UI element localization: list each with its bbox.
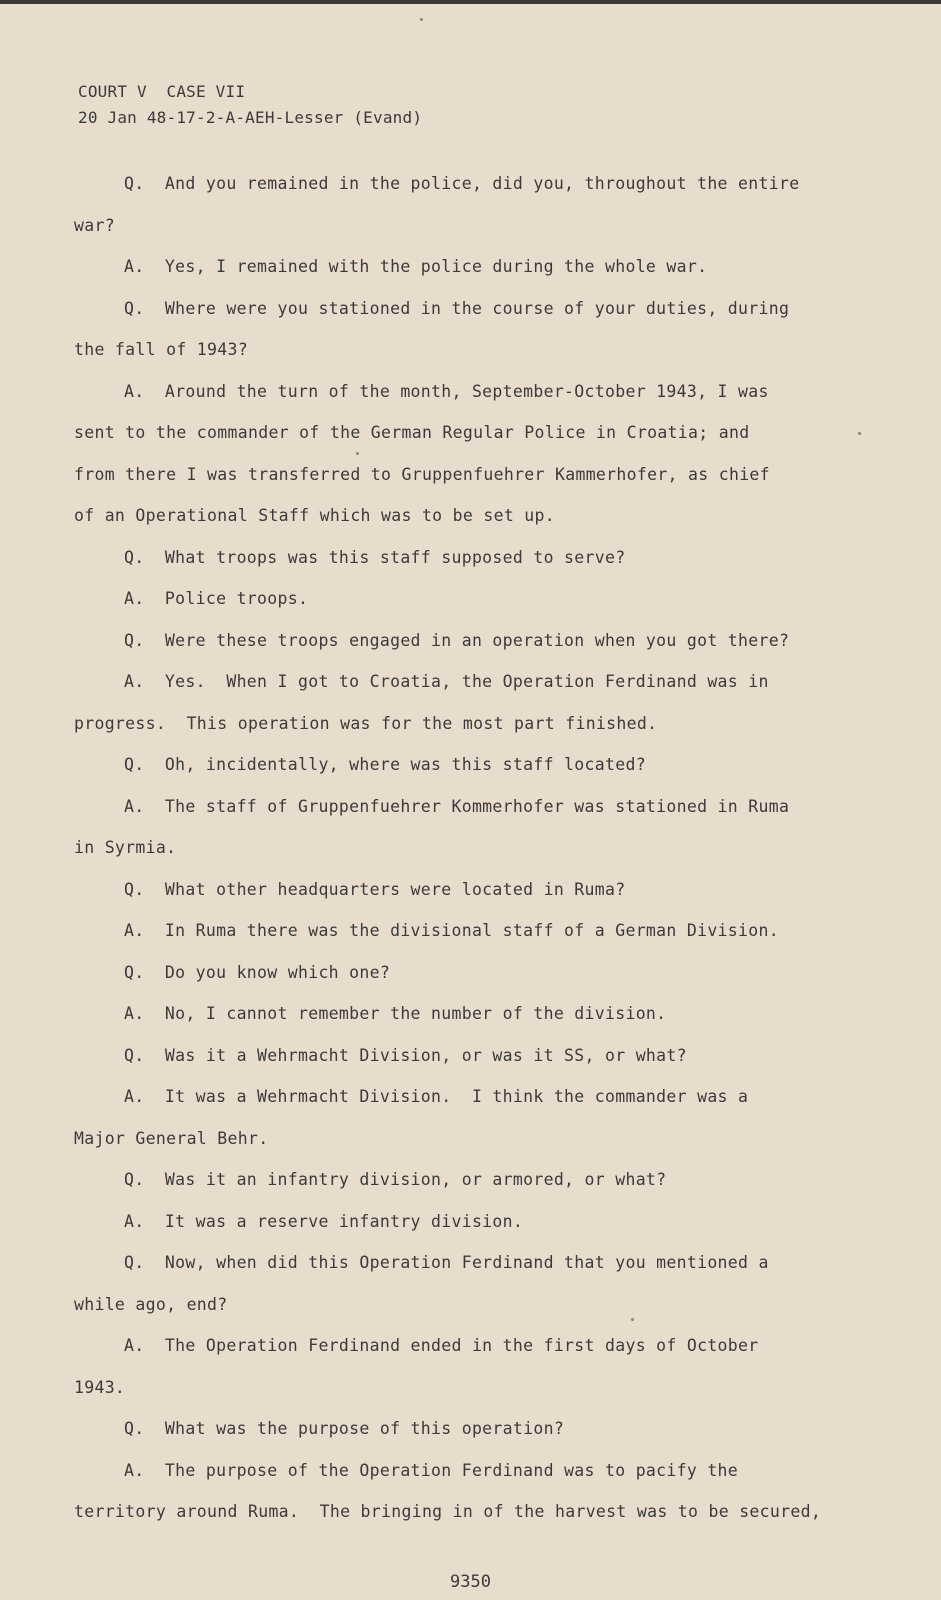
transcript-line: A. No, I cannot remember the number of the division. <box>124 1004 667 1023</box>
transcript-body <box>74 163 854 1533</box>
transcript-line: A. It was a reserve infantry division. <box>124 1211 524 1231</box>
transcript-line: A. In Ruma there was the divisional staff of a German Division. <box>124 921 779 940</box>
header-court-case: COURT V CASE VII <box>78 82 246 101</box>
transcript-line: Q. Was it an infantry division, or armored, or what? <box>124 1170 667 1189</box>
paper-speck <box>858 432 861 435</box>
transcript-line: Q. Were these troops engaged in an operation when you got there? <box>124 630 790 650</box>
transcript-line: Q. What troops was this staff supposed to serve? <box>124 547 626 567</box>
transcript-line: territory around Ruma. The bringing in of the harvest was to be secured, <box>74 1502 822 1521</box>
transcript-line: sent to the commander of the German Regular Police in Croatia; and <box>74 423 750 442</box>
transcript-line: Q. Was it a Wehrmacht Division, or was it SS, or what? <box>124 1045 687 1065</box>
paper-speck <box>420 18 423 21</box>
transcript-line: A. It was a Wehrmacht Division. I think the commander was a <box>124 1087 749 1106</box>
transcript-line: war? <box>74 215 115 235</box>
transcript-line: of an Operational Staff which was to be set up. <box>74 506 555 525</box>
transcript-line: progress. This operation was for the most part finished. <box>74 713 658 733</box>
transcript-line: A. The staff of Gruppenfuehrer Kommerhofer was stationed in Ruma <box>124 796 790 816</box>
transcript-line: 1943. <box>74 1377 126 1397</box>
transcript-line: from there I was transferred to Gruppenfuehrer Kammerhofer, as chief <box>74 464 770 484</box>
transcript-line: A. Yes, I remained with the police during the whole war. <box>124 257 708 276</box>
transcript-line: A. Police troops. <box>124 589 309 608</box>
transcript-line: A. Yes. When I got to Croatia, the Operation Ferdinand was in <box>124 672 769 691</box>
transcript-line: Q. What other headquarters were located in Ruma? <box>124 879 626 899</box>
transcript-line: Q. Oh, incidentally, where was this staff located? <box>124 755 646 774</box>
transcript-line: Q. And you remained in the police, did you, throughout the entire <box>124 174 800 193</box>
transcript-line: Q. Where were you stationed in the course of your duties, during <box>124 298 790 318</box>
transcript-line: Q. Do you know which one? <box>124 962 391 982</box>
transcript-line: while ago, end? <box>74 1294 228 1314</box>
document-header <box>78 79 422 131</box>
transcript-line: Q. What was the purpose of this operation? <box>124 1419 565 1438</box>
transcript-line: Q. Now, when did this Operation Ferdinand that you mentioned a <box>124 1253 769 1272</box>
transcript-line: A. The Operation Ferdinand ended in the first days of October <box>124 1336 759 1355</box>
transcript-line: the fall of 1943? <box>74 340 248 359</box>
page-number: 9350 <box>450 1572 491 1592</box>
transcript-line: A. The purpose of the Operation Ferdinand was to pacify the <box>124 1460 739 1480</box>
transcript-line: Major General Behr. <box>74 1128 269 1148</box>
paper-speck <box>356 452 359 455</box>
transcript-line: A. Around the turn of the month, September-October 1943, I was <box>124 381 769 401</box>
transcript-line: in Syrmia. <box>74 838 177 857</box>
scan-edge <box>0 0 941 4</box>
paper-speck <box>631 1318 634 1321</box>
header-reference: 20 Jan 48-17-2-A-AEH-Lesser (Evand) <box>78 108 423 127</box>
